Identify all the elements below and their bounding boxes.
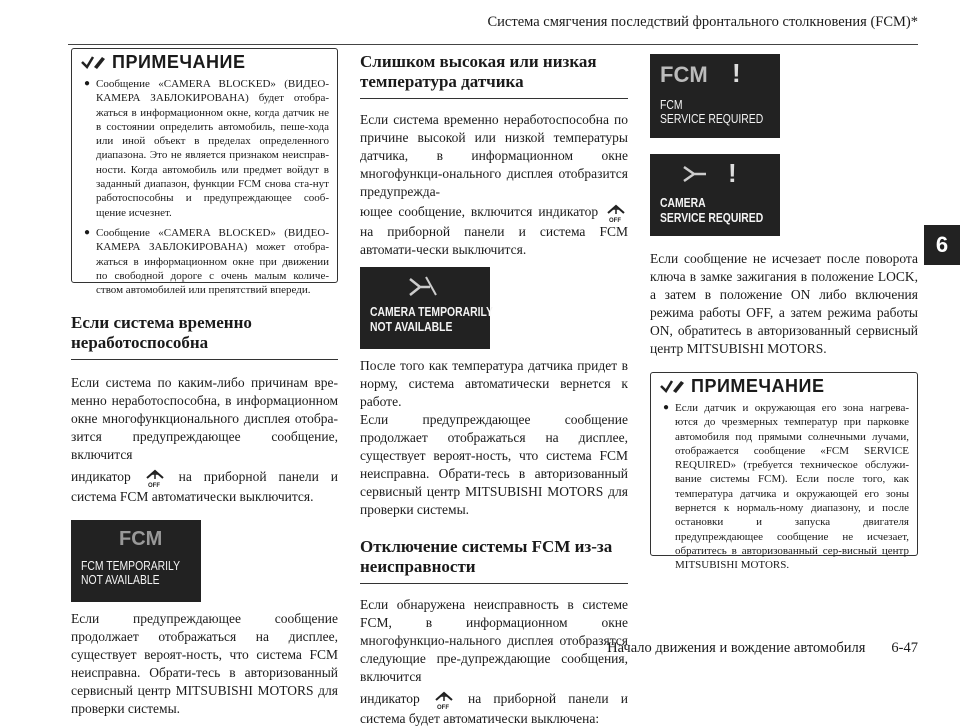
paragraph: Если предупреждающее сообщение продолжает отображаться на дисплее, существует вероят-ность, что система FCM неисправна. Обрати-тесь в авторизованный сервисный центр MITSUBISHI MOTORS для проверки системы. [360, 412, 628, 517]
page-header: Система смягчения последствий фронтального столкновения (FCM)* [487, 14, 918, 30]
screen-text: FCM TEMPORARILY [81, 558, 181, 573]
display-screen-fcm-service [650, 54, 780, 138]
note-list [72, 75, 337, 309]
paragraph: Если система по каким-либо причинам вре-менно неработоспособна, в информационном окне многофункционального дисплея отобра-зится предупреждающее сообщение, включится [71, 375, 338, 462]
column-2 [360, 48, 628, 728]
note-box-1 [71, 48, 338, 297]
text: на приборной панели и система будет автоматически выключена: [360, 691, 628, 726]
paragraph-with-icon [360, 690, 628, 728]
note-box-2 [650, 372, 918, 572]
note-title: ПРИМЕЧАНИЕ [691, 375, 825, 396]
fcm-off-indicator-icon [604, 203, 628, 223]
display-screen-fcm-temporarily [71, 520, 201, 602]
note-item: ● Сообщение «CAMERA BLOCKED» (ВИДЕО-КАМЕРА ЗАБЛОКИРОВАНА) может отобра-жаться в информационном окне при движении по свободной дороге с очень малым количе-ством автомобилей или препятствий впереди. [84, 226, 329, 297]
text: индикатор [360, 691, 420, 707]
section-heading: Если система временно неработоспособна [71, 313, 338, 360]
section-heading: Отключение системы FCM из-за неисправности [360, 537, 628, 584]
screen-text: SERVICE REQUIRED [660, 111, 764, 126]
note-header [651, 373, 917, 399]
svg-text:OFF: OFF [147, 483, 160, 488]
screen-text: CAMERA TEMPORARILY [370, 304, 493, 319]
note-header [72, 49, 337, 75]
display-screen-camera-service [650, 154, 780, 236]
paragraph: Если система временно неработоспособна по причине высокой или низкой температуры датчика, в информационном окне многофункци-онального дисплея отобразится предупрежда- [360, 112, 628, 199]
chapter-tab: 6 [924, 225, 960, 265]
page-footer [0, 640, 918, 657]
exclamation-icon: ! [732, 58, 741, 88]
column-3 [650, 48, 918, 572]
camera-sensor-icon [404, 273, 444, 299]
note-item: ● Если датчик и окружающая его зона нагрева-ются до чрезмерных температур при парковке автомобиля под прямыми солнечными лучами, отображается сообщение «FCM SERVICE REQUIRED» (требуется техническое обслужи-вание системы FCM). Если после того, как температура датчика и окружающей его зоны вернется к нормаль-ному диапазону, и после остановки и запуска двигателя предупреждающее сообщение не исчезает, обратитесь в авторизованный сер-висный центр MITSUBISHI MOTORS. [663, 401, 909, 573]
screen-text: SERVICE REQUIRED [660, 210, 764, 225]
camera-sensor-icon [678, 162, 718, 186]
screen-text: NOT AVAILABLE [81, 572, 160, 587]
svg-text:OFF: OFF [436, 705, 449, 710]
text: ющее сообщение, включится индикатор [360, 204, 599, 220]
fcm-logo: FCM [119, 528, 163, 550]
screen-text: FCM [660, 97, 683, 112]
text: на приборной панели и система FCM автомати-чески выключится. [360, 224, 628, 257]
svg-text:OFF: OFF [609, 218, 621, 223]
note-item: ● Сообщение «CAMERA BLOCKED» (ВИДЕО-КАМЕРА ЗАБЛОКИРОВАНА) будет отобра-жаться в информационном окне, когда датчик не в состоянии определить автомобиль, пеше-хода или иной объект в пределах определенного диапазона. Это не является признаком неисправ-ности. Когда автомобиль или предмет войдут в заданный диапазон, функции FCM снова ста-нут работоспособны и предупреждающее сооб-щение исчезнет. [84, 77, 329, 220]
paragraph: Если сообщение не исчезает после поворота ключа в замке зажигания в положение LOCK, а затем в положение ON либо включения режима работы OFF, а затем режима работы ON, обратитесь в авторизованный сервисный центр MITSUBISHI MOTORS. [650, 251, 918, 356]
text: на приборной панели и система FCM автоматически выключится. [71, 469, 339, 504]
exclamation-icon: ! [728, 158, 737, 188]
section-heading: Слишком высокая или низкая температура датчика [360, 52, 628, 99]
fcm-logo: FCM [660, 62, 708, 87]
header-rule [68, 44, 918, 45]
paragraph: Если обнаружена неисправность в системе FCM, в информационном окне многофункцио-нального дисплея отобразятся следующие пре-дупреждающие сообщения, включится [360, 597, 628, 684]
text: индикатор [71, 469, 131, 485]
fcm-off-indicator-icon [432, 690, 456, 710]
note-title: ПРИМЕЧАНИЕ [112, 51, 246, 72]
screen-text: NOT AVAILABLE [370, 319, 453, 334]
pencil-check-icon [659, 378, 685, 394]
footer-section: Начало движения и вождение автомобиля [607, 640, 866, 656]
column-1 [71, 48, 338, 718]
paragraph-with-icon [360, 203, 628, 259]
page-number: 6-47 [891, 640, 918, 656]
screen-text: CAMERA [660, 195, 706, 210]
paragraph-with-icon [71, 468, 338, 506]
paragraph: После того как температура датчика придет в норму, система автоматически вернется к работе. [360, 358, 628, 409]
paragraph: Если предупреждающее сообщение продолжает отображаться на дисплее, существует вероят-ность, что система FCM неисправна. Обрати-тесь в авторизованный сервисный центр MITSUBISHI MOTORS для проверки системы. [71, 611, 338, 716]
display-screen-camera-temporarily [360, 267, 493, 349]
fcm-off-indicator-icon [143, 468, 167, 488]
note-list [651, 399, 917, 585]
pencil-check-icon [80, 54, 106, 70]
